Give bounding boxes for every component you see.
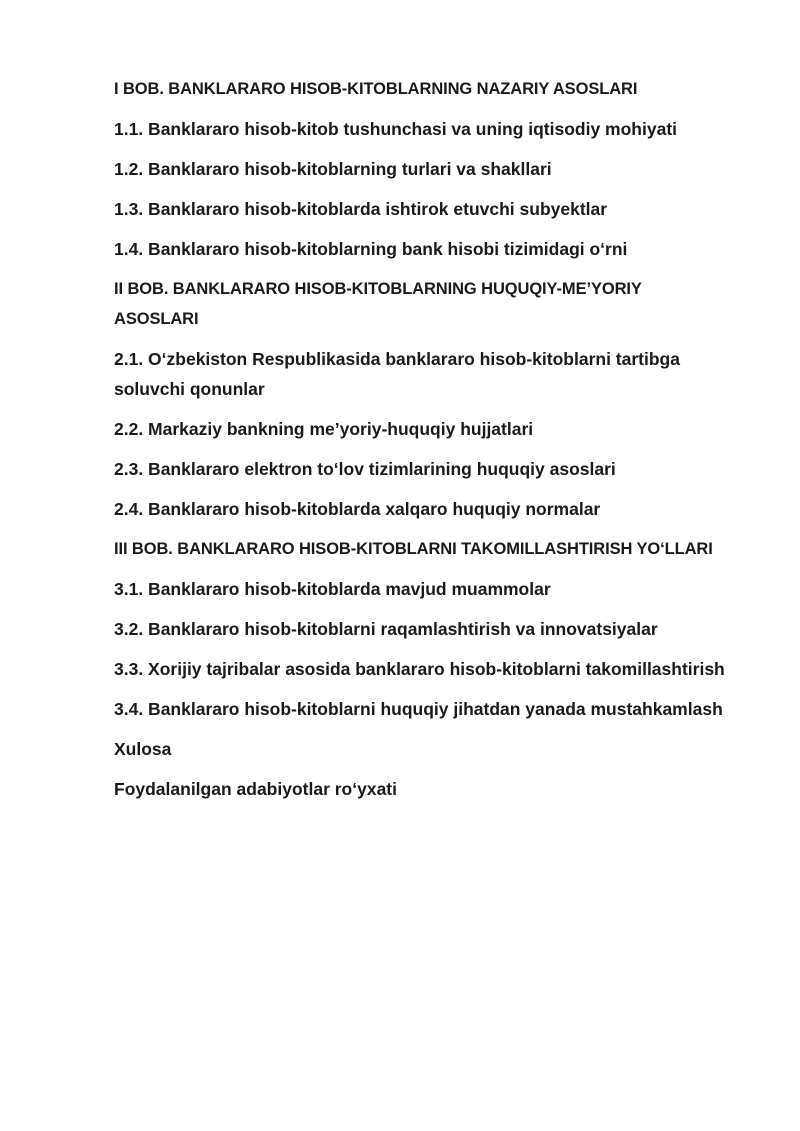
toc-section-2-3: 2.3. Banklararo elektron to‘lov tizimlarining huquqiy asoslari [114,459,616,479]
toc-section-3-2: 3.2. Banklararo hisob-kitoblarni raqamlashtirish va innovatsiyalar [114,619,658,639]
toc-references: Foydalanilgan adabiyotlar ro‘yxati [114,779,397,799]
toc-section-1-1: 1.1. Banklararo hisob-kitob tushunchasi va uning iqtisodiy mohiyati [114,119,678,139]
table-of-contents [114,74,729,814]
toc-section-1-3: 1.3. Banklararo hisob-kitoblarda ishtirok etuvchi subyektlar [114,199,608,219]
toc-section-3-4: 3.4. Banklararo hisob-kitoblarni huquqiy jihatdan yanada mustahkamlash [114,699,723,719]
toc-chapter-2: II BOB. BANKLARARO HISOB-KITOBLARNING HUQUQIY-ME’YORIY ASOSLARI [114,280,642,328]
toc-chapter-1: I BOB. BANKLARARO HISOB-KITOBLARNING NAZARIY ASOSLARI [114,80,638,98]
toc-chapter-3: III BOB. BANKLARARO HISOB-KITOBLARNI TAKOMILLASHTIRISH YO‘LLARI [114,540,713,558]
toc-section-3-3: 3.3. Xorijiy tajribalar asosida banklararo hisob-kitoblarni takomillashtirish [114,659,725,679]
toc-section-2-4: 2.4. Banklararo hisob-kitoblarda xalqaro huquqiy normalar [114,499,601,519]
toc-section-2-1: 2.1. O‘zbekiston Respublikasida banklararo hisob-kitoblarni tartibga soluvchi qonunlar [114,349,680,399]
toc-section-1-2: 1.2. Banklararo hisob-kitoblarning turlari va shakllari [114,159,552,179]
toc-section-1-4: 1.4. Banklararo hisob-kitoblarning bank hisobi tizimidagi o‘rni [114,239,628,259]
toc-section-2-2: 2.2. Markaziy bankning me’yoriy-huquqiy hujjatlari [114,419,534,439]
toc-conclusion: Xulosa [114,739,172,759]
toc-section-3-1: 3.1. Banklararo hisob-kitoblarda mavjud muammolar [114,579,551,599]
